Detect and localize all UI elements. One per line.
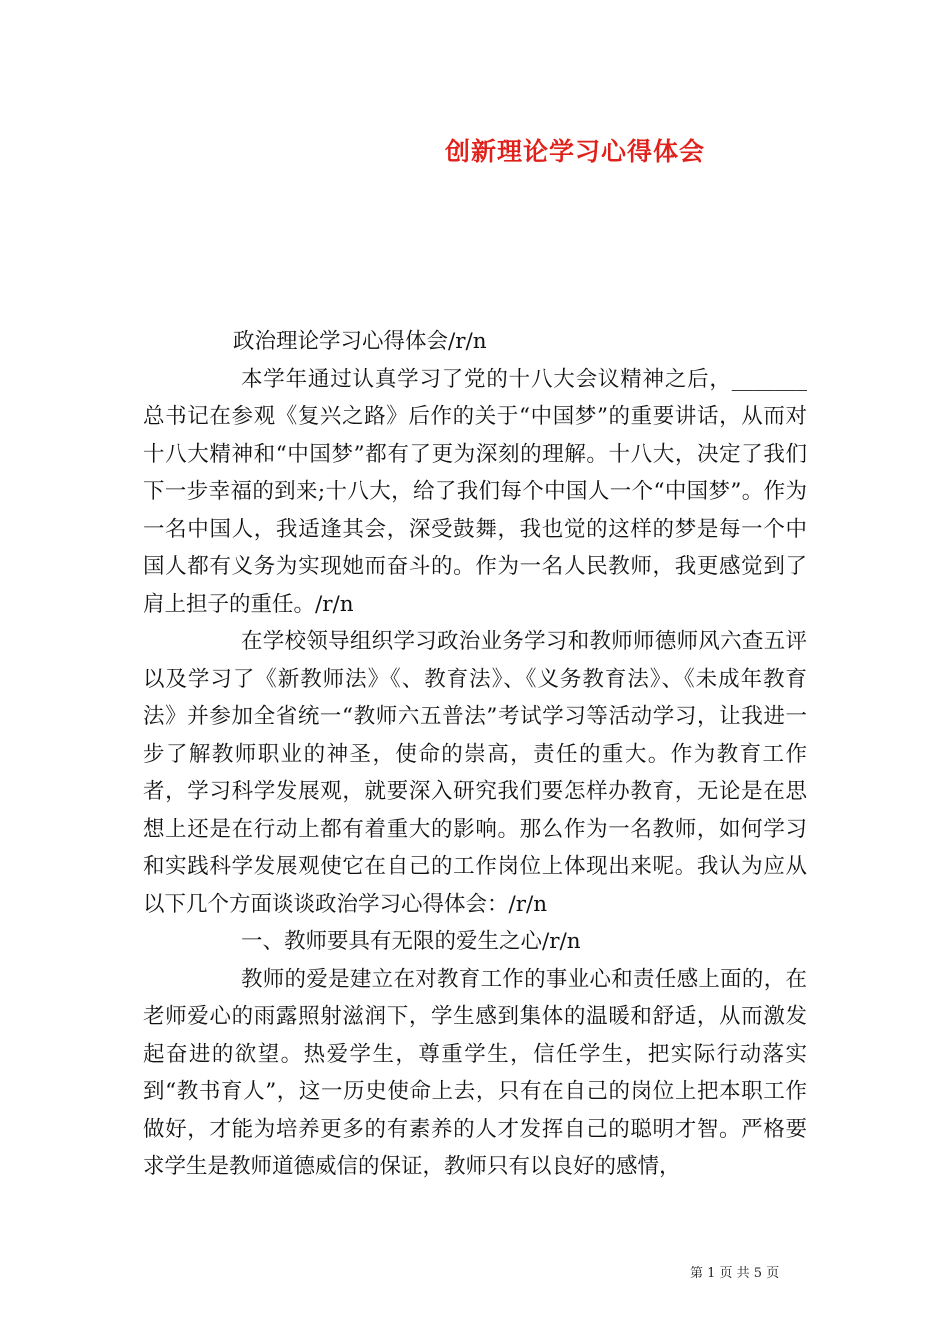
paragraph-teacher-love: 教师的爱是建立在对教育工作的事业心和责任感上面的，在老师爱心的雨露照射滋润下，学生感到集体的温暖和舒适，从而激发起奋进的欲望。热爱学生，尊重学生，信任学生，把实际行动落实到“教书育人”，这一历史使命上去，只有在自己的岗位上把本职工作做好，才能为培养更多的有素养的人才发挥自己的聪明才智。严格要求学生是教师道德威信的保证，教师只有以良好的感情， bbox=[143, 966, 807, 1179]
paragraph-intro: 本学年通过认真学习了党的十八大会议精神之后，_______总书记在参观《复兴之路》后作的关于“中国梦”的重要讲话，从而对十八大精神和“中国梦”都有了更为深刻的理解。十八大，决定了我们下一步幸福的到来;十八大，给了我们每个中国人一个“中国梦”。作为一名中国人，我适逢其会，深受鼓舞，我也觉的这样的梦是每一个中国人都有义务为实现她而奋斗的。作为一名人民教师，我更感觉到了肩上担子的重任。/r/n bbox=[143, 366, 807, 617]
paragraph-study: 在学校领导组织学习政治业务学习和教师师德师风六查五评以及学习了《新教师法》《、教育法》、《义务教育法》、《未成年教育法》并参加全省统一“教师六五普法”考试学习等活动学习，让我进一步了解教师职业的神圣，使命的崇高，责任的重大。作为教育工作者，学习科学发展观，就要深入研究我们要怎样办教育，无论是在思想上还是在行动上都有着重大的影响。那么作为一名教师，如何学习和实践科学发展观使它在自己的工作岗位上体现出来呢。我认为应从以下几个方面谈谈政治学习心得体会：/r/n bbox=[143, 629, 807, 917]
paragraph-section-heading: 一、教师要具有无限的爱生之心/r/n bbox=[241, 929, 581, 954]
page-number-footer: 第 1 页 共 5 页 bbox=[690, 1266, 780, 1281]
document-body bbox=[143, 323, 807, 1186]
paragraph-heading: 政治理论学习心得体会/r/n bbox=[233, 329, 487, 354]
document-title: 创新理论学习心得体会 bbox=[444, 137, 705, 166]
